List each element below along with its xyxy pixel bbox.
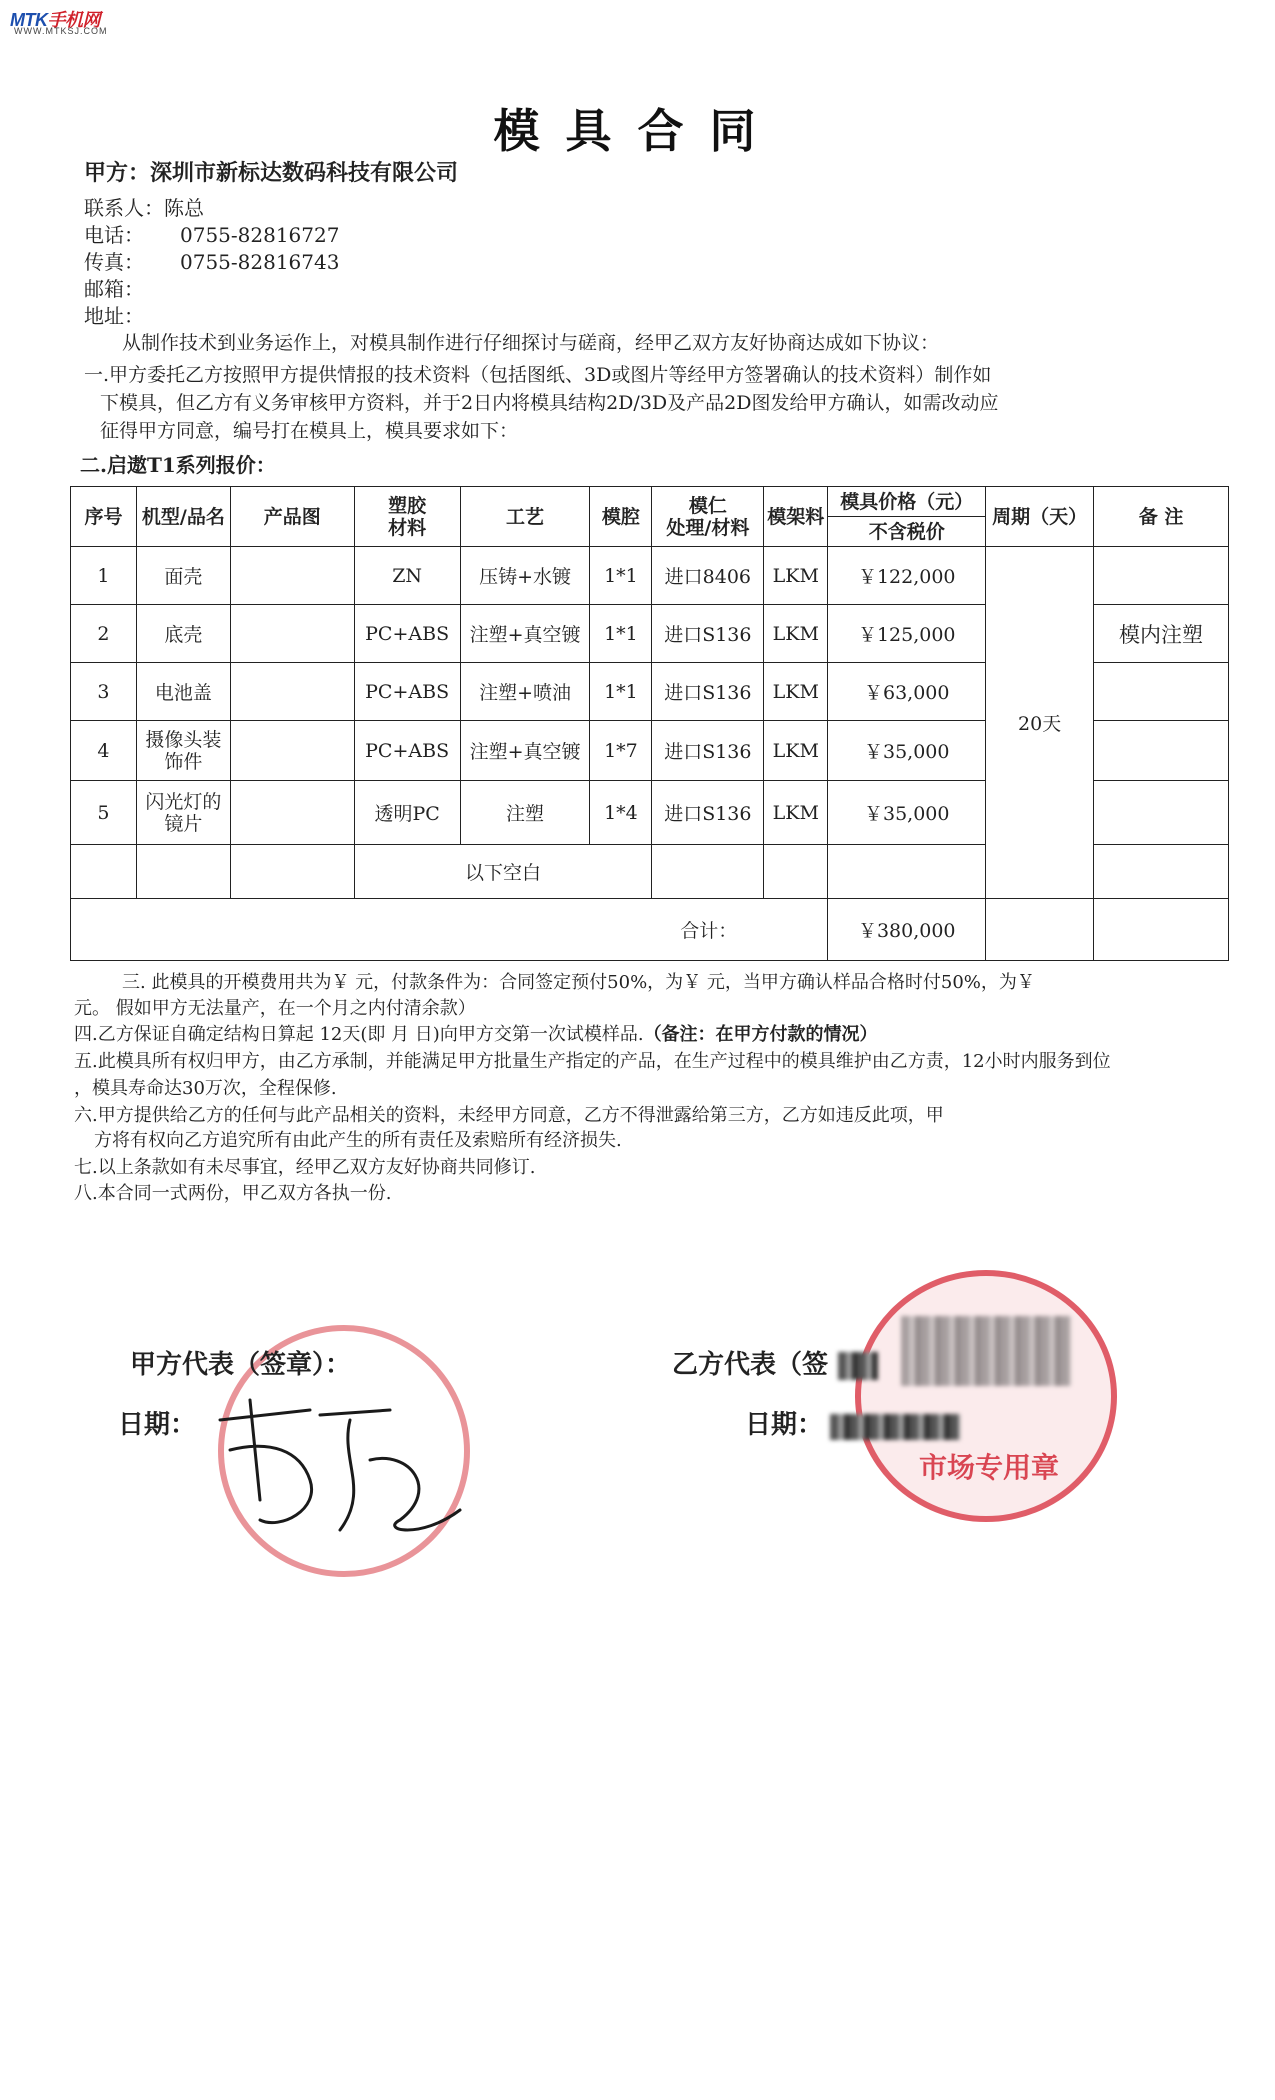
party-b-rep-redaction: [838, 1352, 878, 1380]
clause-1-line-3: 征得甲方同意，编号打在模具上，模具要求如下：: [100, 420, 519, 442]
clause-4-note: （备注：在甲方付款的情况）: [643, 1024, 878, 1045]
table-total-row: [71, 899, 1229, 961]
cell-no: 4: [71, 721, 137, 781]
cell-cavity: 1*7: [590, 721, 652, 781]
cell-price: ￥63,000: [828, 663, 986, 721]
cell-remark: [1094, 781, 1229, 845]
cell-model-2: 饰件: [164, 750, 203, 773]
email-label: 邮箱：: [84, 277, 144, 301]
header-price: 模具价格（元）: [828, 487, 986, 517]
phone-line: [84, 222, 339, 248]
cell-frame: LKM: [764, 781, 828, 845]
page-title: 模具合同: [493, 104, 782, 158]
cell-model-2: 镜片: [164, 812, 203, 835]
cell-image: [230, 721, 354, 781]
clause-1-line-2: 下模具，但乙方有义务审核甲方资料，并于2日内将模具结构2D/3D及产品2D图发给甲方确认，如需改动应: [100, 392, 999, 414]
cell-frame: LKM: [764, 663, 828, 721]
header-frame: 模架料: [764, 487, 828, 547]
clause-3-line-1: 三. 此模具的开模费用共为￥ 元，付款条件为：合同签定预付50%，为￥ 元，当甲方确认样品合格时付50%，为￥: [122, 972, 1035, 993]
cell-remark: 模内注塑: [1094, 605, 1229, 663]
phone-label: 电话：: [84, 223, 144, 247]
address-label: 地址：: [84, 304, 144, 328]
cell-material: PC+ABS: [354, 605, 460, 663]
header-process: 工艺: [460, 487, 590, 547]
header-period: 周期（天）: [986, 487, 1094, 547]
table-header-row: [71, 487, 1229, 517]
cell-process: 注塑: [460, 781, 590, 845]
total-value: ￥380,000: [828, 899, 986, 961]
cell-no: 3: [71, 663, 137, 721]
fax-label: 传真：: [84, 250, 144, 274]
party-b-date-label: 日期：: [745, 1410, 824, 1440]
cell-remark: [1094, 721, 1229, 781]
party-b-rep-label: 乙方代表（签: [672, 1350, 829, 1380]
clause-4-text: 四.乙方保证自确定结构日算起 12天(即 月 日)向甲方交第一次试模样品.: [74, 1024, 644, 1045]
cell-cavity: 1*1: [590, 663, 652, 721]
cell-model: [136, 781, 230, 845]
cell-remark: [1094, 663, 1229, 721]
header-plastic-2: 材料: [388, 516, 427, 539]
cell-core: 进口S136: [652, 605, 764, 663]
cell-frame: LKM: [764, 547, 828, 605]
phone-value: 0755-82816727: [180, 223, 340, 247]
cell-price: ￥122,000: [828, 547, 986, 605]
party-b-seal: [855, 1270, 1117, 1522]
cell-no: 1: [71, 547, 137, 605]
cell-blank: [71, 845, 137, 899]
clause-5-line-1: 五.此模具所有权归甲方，由乙方承制，并能满足甲方批量生产指定的产品，在生产过程中的模具维护由乙方责，12小时内服务到位: [74, 1051, 1111, 1072]
clause-5-line-2: ，模具寿命达30万次，全程保修.: [74, 1078, 337, 1099]
cell-blank: [230, 845, 354, 899]
header-model: 机型/品名: [136, 487, 230, 547]
cell-blank: [986, 899, 1094, 961]
cell-material: ZN: [354, 547, 460, 605]
site-logo-right: 手机网: [47, 10, 100, 30]
cell-price: ￥35,000: [828, 721, 986, 781]
cell-period: 20天: [986, 547, 1094, 899]
total-label: 合计：: [71, 899, 828, 961]
quote-table: [70, 486, 1229, 961]
header-core-2: 处理/材料: [666, 516, 750, 539]
party-b-seal-text: 市场专用章: [919, 1451, 1060, 1484]
cell-price: ￥35,000: [828, 781, 986, 845]
header-core-1: 模仁: [688, 494, 727, 517]
cell-remark: [1094, 547, 1229, 605]
cell-no: 5: [71, 781, 137, 845]
cell-image: [230, 605, 354, 663]
header-core: [652, 487, 764, 547]
header-cavity: 模腔: [590, 487, 652, 547]
header-plastic: [354, 487, 460, 547]
cell-image: [230, 663, 354, 721]
cell-core: 进口S136: [652, 781, 764, 845]
header-remark: 备 注: [1094, 487, 1229, 547]
cell-core: 进口8406: [652, 547, 764, 605]
cell-process: 注塑+真空镀: [460, 605, 590, 663]
cell-material: PC+ABS: [354, 721, 460, 781]
cell-no: 2: [71, 605, 137, 663]
cell-model-1: 摄像头装: [145, 728, 222, 751]
party-b-seal-redaction: [901, 1316, 1071, 1386]
cell-blank: [136, 845, 230, 899]
party-a-name: 甲方：深圳市新标达数码科技有限公司: [84, 160, 459, 186]
cell-cavity: 1*1: [590, 605, 652, 663]
cell-blank: [1094, 845, 1229, 899]
clause-6-line-1: 六.甲方提供给乙方的任何与此产品相关的资料，未经甲方同意，乙方不得泄露给第三方，乙方如违反此项，甲: [74, 1105, 944, 1126]
contact-value: 陈总: [164, 196, 204, 220]
cell-model: 电池盖: [136, 663, 230, 721]
contact-line: [84, 195, 204, 221]
party-a-date-label: 日期：: [118, 1410, 197, 1440]
cell-cavity: 1*4: [590, 781, 652, 845]
contact-label: 联系人：: [84, 196, 164, 220]
clause-4: [74, 1022, 878, 1048]
blank-note: 以下空白: [354, 845, 652, 899]
intro-text: 从制作技术到业务运作上，对模具制作进行仔细探讨与磋商，经甲乙双方友好协商达成如下协议：: [122, 332, 940, 354]
cell-material: PC+ABS: [354, 663, 460, 721]
section-2-heading: 二.启遨T1系列报价：: [80, 453, 276, 477]
cell-model: 底壳: [136, 605, 230, 663]
fax-value: 0755-82816743: [180, 250, 340, 274]
cell-frame: LKM: [764, 721, 828, 781]
cell-image: [230, 781, 354, 845]
cell-process: 注塑+喷油: [460, 663, 590, 721]
cell-process: 注塑+真空镀: [460, 721, 590, 781]
cell-core: 进口S136: [652, 721, 764, 781]
cell-image: [230, 547, 354, 605]
cell-blank: [764, 845, 828, 899]
site-logo-left: MTK: [10, 10, 48, 30]
header-plastic-1: 塑胶: [388, 494, 427, 517]
clause-6-line-2: 方将有权向乙方追究所有由此产生的所有责任及索赔所有经济损失.: [94, 1130, 622, 1151]
cell-process: 压铸+水镀: [460, 547, 590, 605]
fax-line: [84, 249, 339, 275]
cell-model-1: 闪光灯的: [145, 790, 222, 813]
cell-material: 透明PC: [354, 781, 460, 845]
clause-7: 七.以上条款如有未尽事宜，经甲乙双方友好协商共同修订.: [74, 1157, 536, 1178]
header-image: 产品图: [230, 487, 354, 547]
table-row: [71, 547, 1229, 605]
cell-core: 进口S136: [652, 663, 764, 721]
party-b-date-redaction: [830, 1414, 960, 1440]
site-url: WWW.MTKSJ.COM: [14, 26, 108, 36]
party-a-signature: [190, 1380, 490, 1550]
cell-price: ￥125,000: [828, 605, 986, 663]
clause-1-line-1: 一.甲方委托乙方按照甲方提供情报的技术资料（包括图纸、3D或图片等经甲方签署确认的技术资料）制作如: [84, 364, 992, 386]
cell-cavity: 1*1: [590, 547, 652, 605]
header-price-sub: 不含税价: [828, 517, 986, 547]
cell-model: [136, 721, 230, 781]
clause-8: 八.本合同一式两份，甲乙双方各执一份.: [74, 1183, 392, 1204]
clause-3-line-2: 元。 假如甲方无法量产，在一个月之内付清余款）: [74, 998, 476, 1019]
cell-model: 面壳: [136, 547, 230, 605]
party-a-rep-label: 甲方代表（签章）：: [130, 1350, 352, 1380]
cell-blank: [652, 845, 764, 899]
header-no: 序号: [71, 487, 137, 547]
cell-frame: LKM: [764, 605, 828, 663]
cell-blank: [828, 845, 986, 899]
cell-blank: [1094, 899, 1229, 961]
